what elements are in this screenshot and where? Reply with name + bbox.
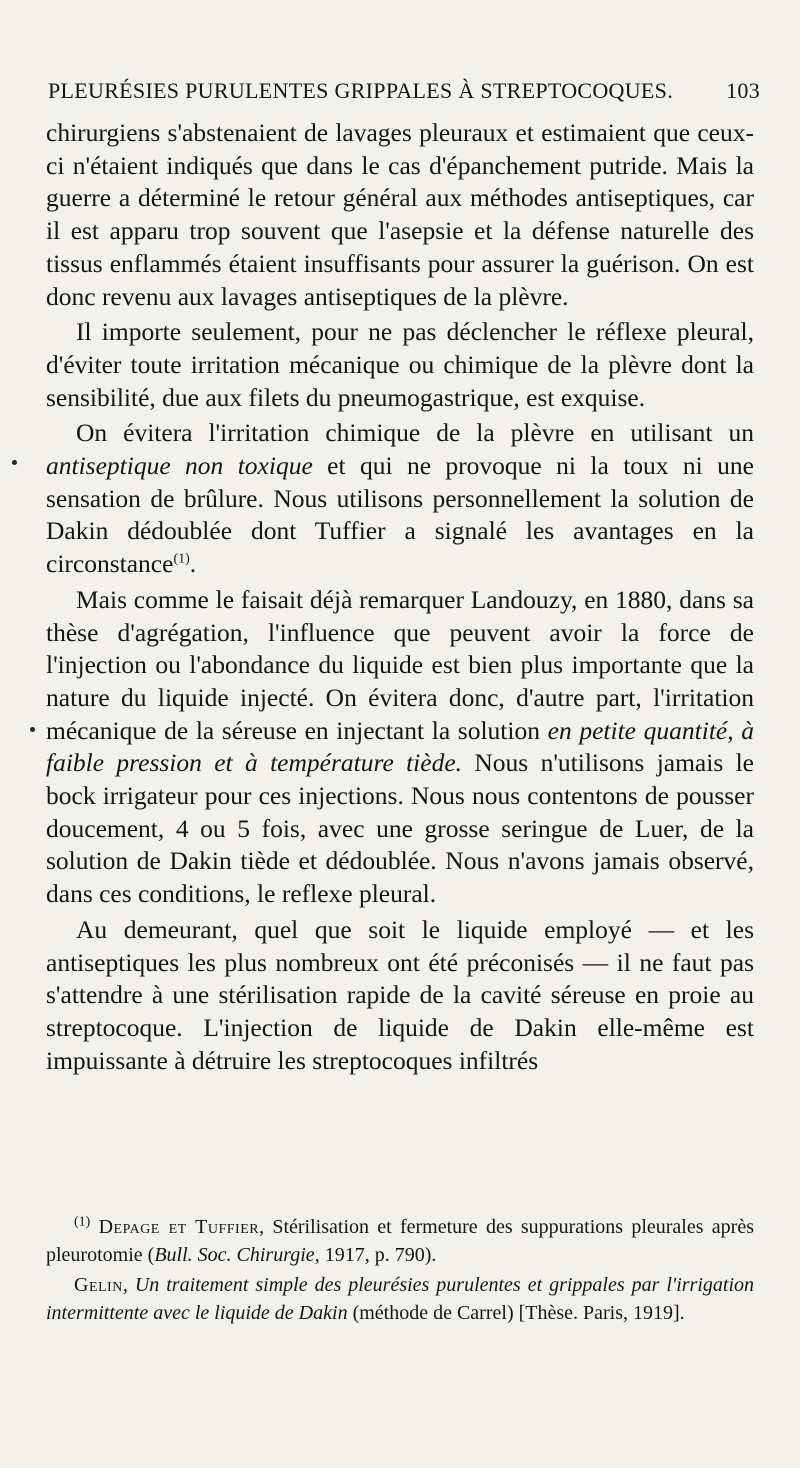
footnote-2-text-b: (méthode de Carrel) [Thèse. Paris, 1919]. xyxy=(347,1302,685,1324)
paragraph-5: Au demeurant, quel que soit le liquide employé — et les antiseptiques les plus nombreux ont été préconisés — il ne faut pas s'attendre à une stérilisation rapide de la cavité séreuse en proie au streptocoque. L'injection de liquide de Dakin elle-même est impuissante à détruire les streptocoques infiltrés xyxy=(46,914,754,1075)
body-text xyxy=(46,117,754,1077)
paragraph-3-text-a: On évitera l'irritation chimique de la plèvre en utilisant un xyxy=(76,418,754,448)
footnote-1-text-b: , 1917, p. 790). xyxy=(314,1244,437,1266)
paragraph-3-text-c: et qui ne provoque ni la toux ni une sensation de brûlure. Nous utilisons personnellement la solution de Dakin dédoublée dont Tuffier a signalé les avantages en la circonstance xyxy=(46,451,754,579)
paragraph-3 xyxy=(46,417,754,581)
page-number: 103 xyxy=(726,78,760,103)
running-title: PLEURÉSIES PURULENTES GRIPPALES À STREPTOCOQUES. xyxy=(48,78,673,103)
paragraph-1: chirurgiens s'abstenaient de lavages pleuraux et estimaient que ceux-ci n'étaient indiqués que dans le cas d'épanchement putride. Mais la guerre a déterminé le retour général aux méthodes antiseptiques, car il est apparu trop souvent que l'asepsie et la défense naturelle des tissus enflammés étaient insuffisants pour assurer la guérison. On est donc revenu aux lavages antiseptiques de la plèvre. xyxy=(46,118,754,311)
margin-speck xyxy=(12,460,17,465)
paragraph-3-text-d: . xyxy=(189,549,197,579)
page-header xyxy=(48,78,760,108)
footnote-2 xyxy=(46,1271,754,1327)
paragraph-4-text-c: Nous n'utilisons jamais le bock irrigateur pour ces injections. Nous nous contentons de pousser doucement, 4 ou 5 fois, avec une grosse seringue de Luer, de la solution de Dakin tiède et dédoublée. Nous n'avons jamais observé, dans ces conditions, le reflexe pleural. xyxy=(46,748,755,909)
paragraph-4 xyxy=(46,584,754,911)
footnotes xyxy=(46,1213,754,1329)
footnote-1-source: Bull. Soc. Chirurgie xyxy=(154,1244,315,1266)
footnote-ref-1: (1) xyxy=(173,551,190,567)
margin-speck xyxy=(30,727,35,732)
footnote-2-comma: , xyxy=(122,1274,135,1296)
paragraph-4-text-a: Mais comme le faisait déjà remarquer Landouzy, en 1880, dans sa thèse d'agrégation, l'influence que peuvent avoir la force de l'injection ou l'abondance du liquide est bien plus importante que la nature du liquide injecté. On évitera donc, d'autre part, l'irritation mécanique de la séreuse en injectant la solution xyxy=(46,584,754,745)
footnote-1-text-a: , Stérilisation et fermeture des suppurations pleurales après pleurotomie ( xyxy=(46,1216,754,1266)
footnote-1 xyxy=(46,1213,754,1269)
footnote-2-author: Gelin xyxy=(74,1274,123,1296)
paragraph-4-italic: en petite quantité, à faible pression et à température tiède. xyxy=(46,715,755,778)
footnote-2-title: Un traitement simple des pleurésies purulentes et grippales par l'irrigation intermittente avec le liquide de Dakin xyxy=(46,1274,755,1324)
paragraph-3-italic: antiseptique non toxique xyxy=(46,451,313,481)
footnote-1-authors: Depage et Tuffier xyxy=(98,1216,260,1238)
footnote-1-marker: (1) xyxy=(74,1214,91,1230)
paragraph-2: Il importe seulement, pour ne pas déclencher le réflexe pleural, d'éviter toute irritation mécanique ou chimique de la plèvre dont la sensibilité, due aux filets du pneumogastrique, est exquise. xyxy=(46,317,754,412)
